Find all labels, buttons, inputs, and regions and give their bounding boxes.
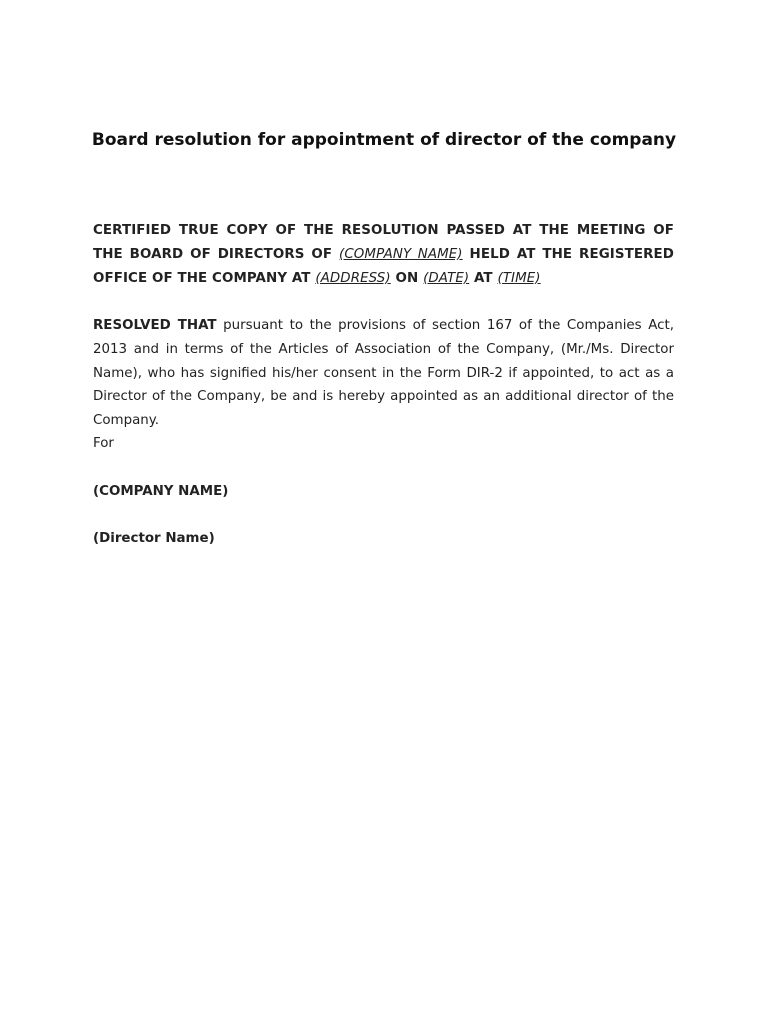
- director-name-signature: (Director Name): [93, 531, 215, 546]
- certified-text-part-3: ON: [390, 270, 424, 286]
- certified-text-part-1: CERTIFIED TRUE COPY OF THE RESOLUTION PASSED AT THE MEETING OF THE BOARD OF DIRECTORS OF: [93, 223, 674, 262]
- address-placeholder: (ADDRESS): [315, 270, 391, 286]
- date-placeholder: (DATE): [423, 270, 470, 286]
- document-title: Board resolution for appointment of director of the company: [91, 130, 677, 150]
- company-name-signature: (COMPANY NAME): [93, 484, 229, 499]
- certified-text-part-4: AT: [469, 270, 498, 286]
- certified-copy-paragraph: [93, 219, 674, 290]
- certified-text-part-2: HELD AT THE REGISTERED OFFICE OF THE COMPANY AT: [93, 246, 674, 286]
- resolution-paragraph: [93, 314, 674, 433]
- resolution-text: pursuant to the provisions of section 167 of the Companies Act, 2013 and in terms of the Articles of Association of the Company, (Mr./Ms. Director Name), who has signified his/her consent in the Form DIR-2 if appointed, to act as a Director of the Company, be and is hereby appointed as an additional director of the Company.: [93, 318, 674, 429]
- company-name-placeholder: (COMPANY NAME): [339, 246, 463, 262]
- for-label: For: [93, 436, 114, 451]
- resolved-that-lead: RESOLVED THAT: [93, 318, 217, 333]
- time-placeholder: (TIME): [497, 270, 541, 286]
